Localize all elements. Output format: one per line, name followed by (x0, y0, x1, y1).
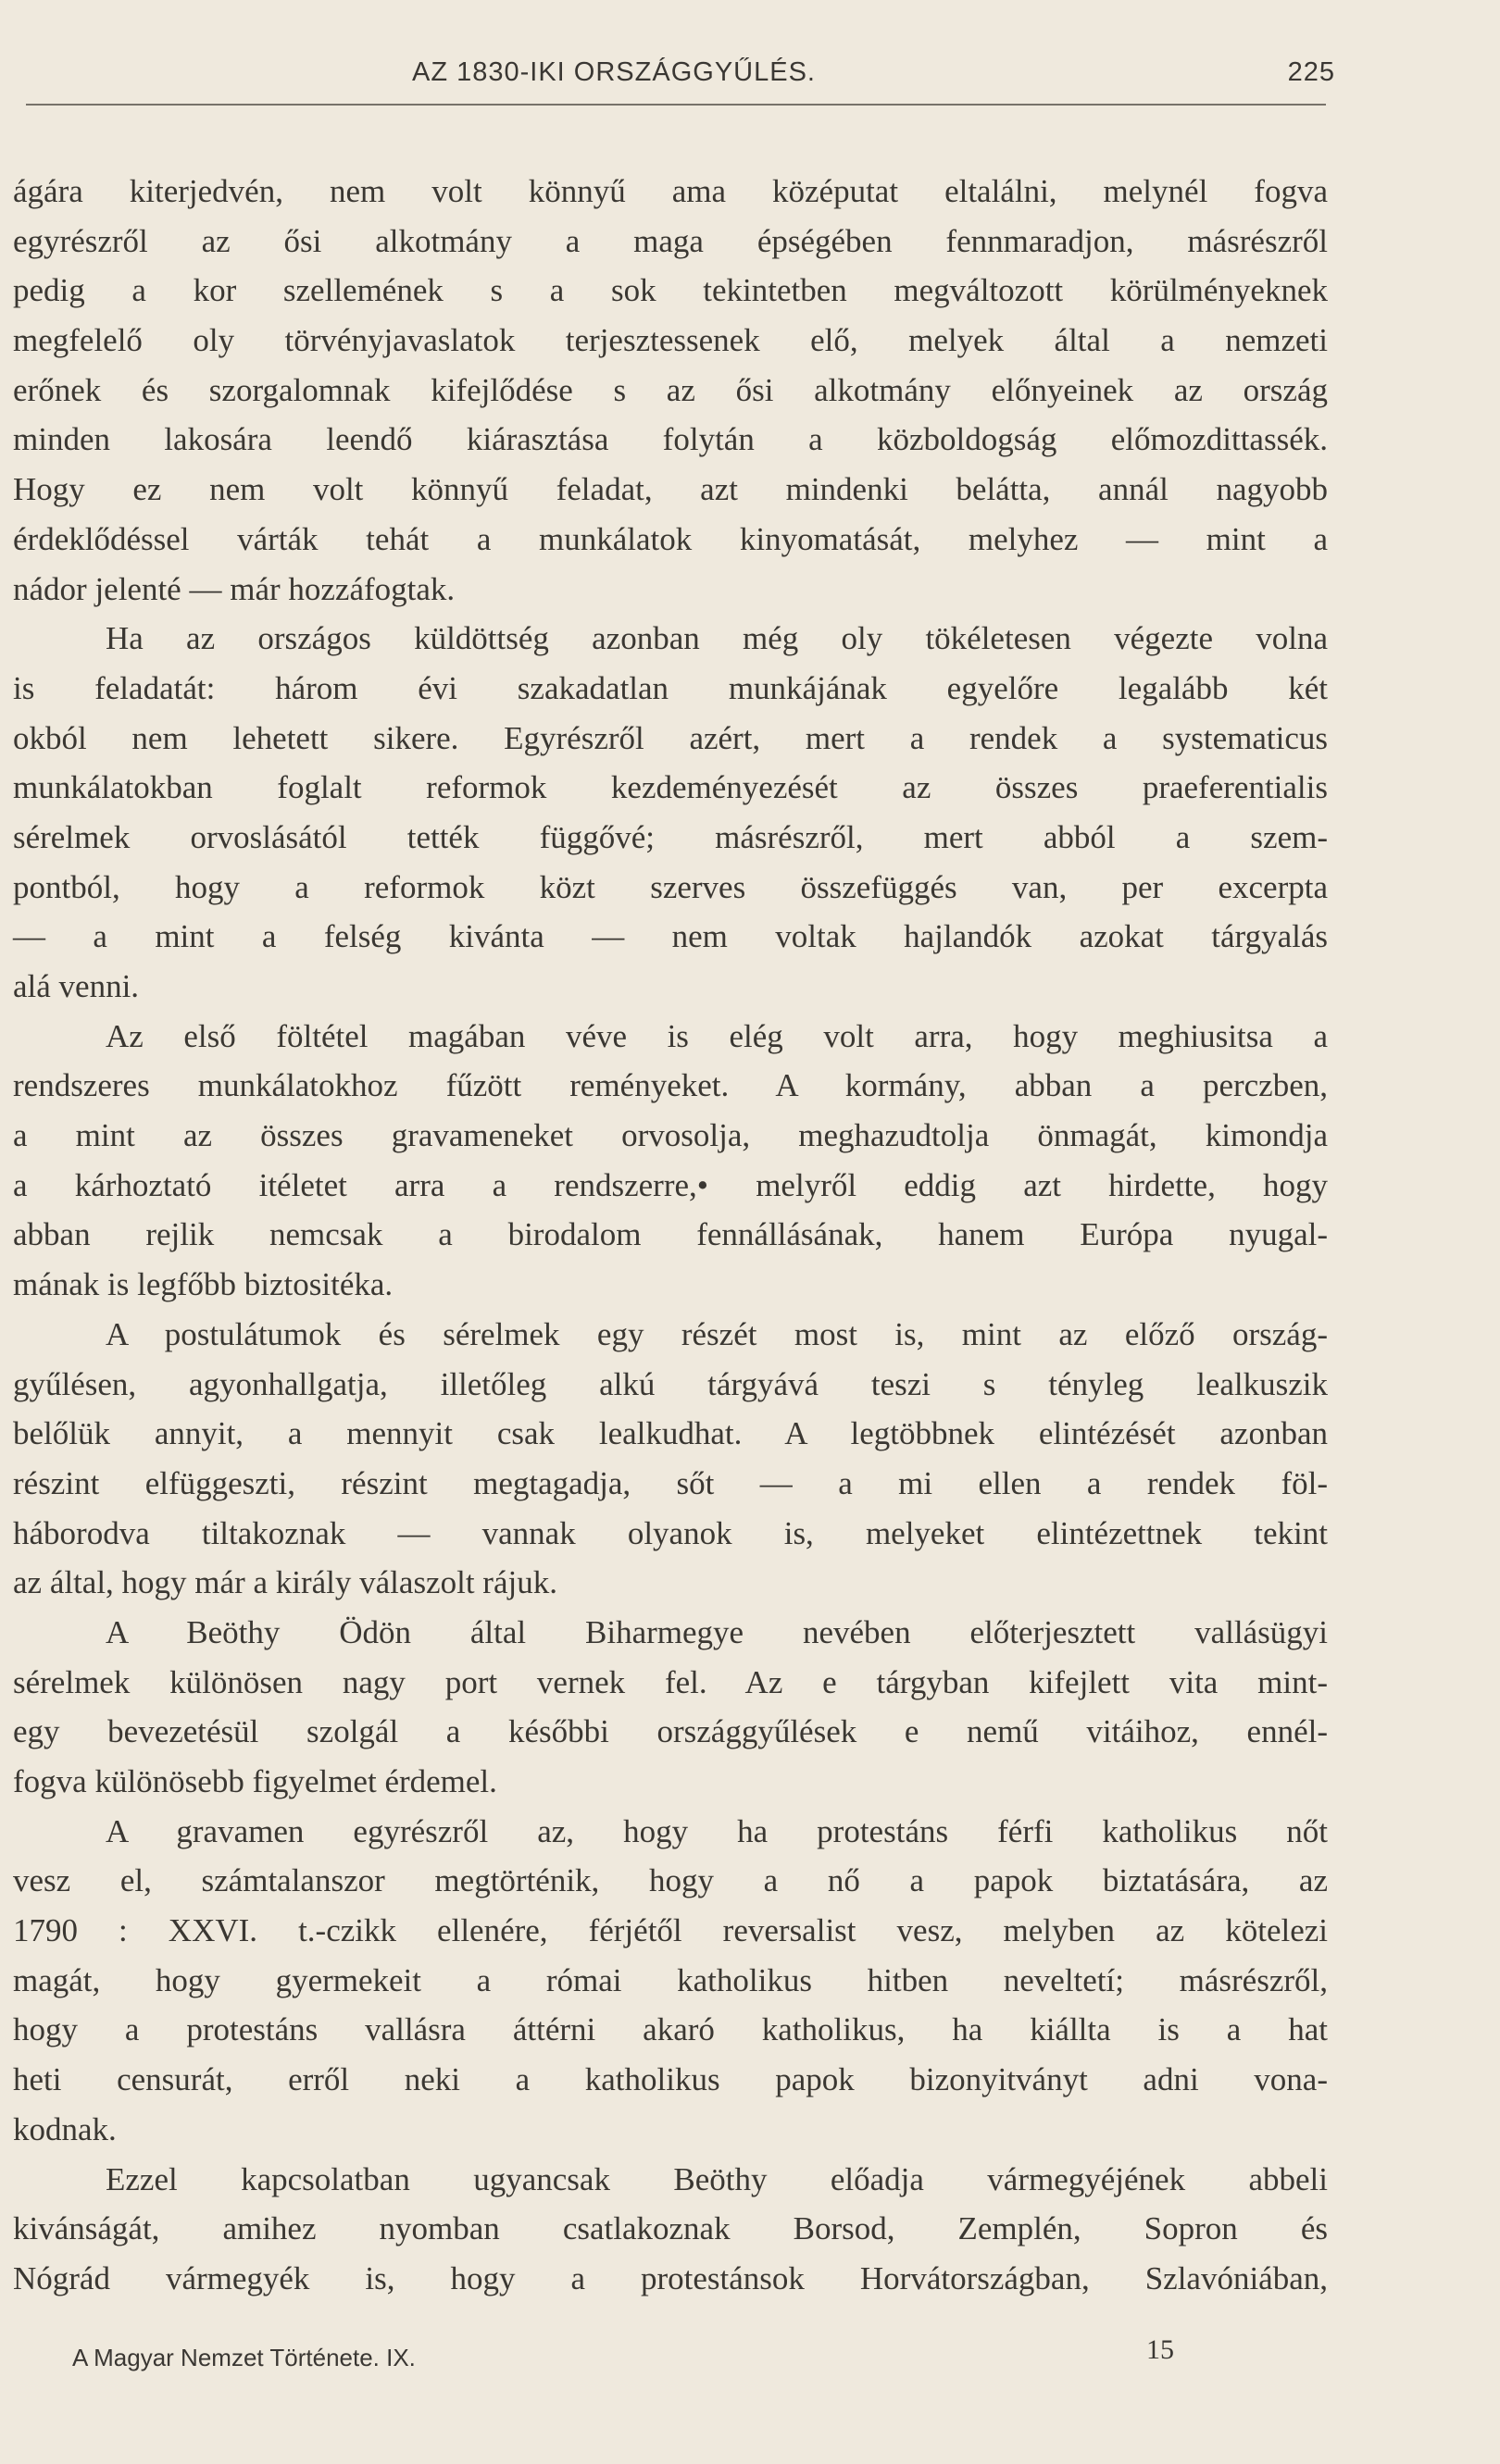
text-line: okból nem lehetett sikere. Egyrészről azért, mert a rendek a systematicus (13, 719, 1328, 756)
text-line: a mint az összes gravameneket orvosolja, meghazudtolja önmagát, kimondja (13, 1117, 1328, 1154)
text-line: Ezzel kapcsolatban ugyancsak Beöthy előadja vármegyéjének abbeli (106, 2160, 1328, 2197)
text-line: az által, hogy már a király válaszolt rájuk. (13, 1564, 557, 1601)
text-line: egyrészről az ősi alkotmány a maga épségében fennmaradjon, másrészről (13, 222, 1328, 259)
text-line: a kárhoztató itéletet arra a rendszerre,• melyről eddig azt hirdette, hogy (13, 1166, 1328, 1203)
text-line: minden lakosára leendő kiárasztása folytán a közboldogság előmozdittassék. (13, 421, 1328, 458)
text-line: részint elfüggeszti, részint megtagadja, sőt — a mi ellen a rendek föl- (13, 1464, 1328, 1501)
text-line: megfelelő oly törvényjavaslatok terjesztessenek elő, melyek által a nemzeti (13, 322, 1328, 359)
text-line: Ha az országos küldöttség azonban még oly tökéletesen végezte volna (106, 620, 1328, 657)
header-rule (26, 104, 1326, 106)
text-line: sérelmek különösen nagy port vernek fel. Az e tárgyban kifejlett vita mint- (13, 1663, 1328, 1700)
text-line: munkálatokban foglalt reformok kezdeményezését az összes praeferentialis (13, 769, 1328, 806)
text-line: A Beöthy Ödön által Biharmegye nevében előterjesztett vallásügyi (106, 1613, 1328, 1650)
body-text (13, 167, 1328, 2304)
text-line: 1790 : XXVI. t.-czikk ellenére, férjétől reversalist vesz, melyben az kötelezi (13, 1912, 1328, 1949)
text-line: rendszeres munkálatokhoz fűzött reményeket. A kormány, abban a perczben, (13, 1067, 1328, 1104)
text-line: pedig a kor szellemének s a sok tekintetben megváltozott körülményeknek (13, 272, 1328, 309)
text-line: nádor jelenté — már hozzáfogtak. (13, 570, 456, 607)
text-line: sérelmek orvoslásától tették függővé; másrészről, mert abból a szem- (13, 818, 1328, 855)
text-line: A postulátumok és sérelmek egy részét most is, mint az előző ország- (106, 1315, 1328, 1352)
text-line: abban rejlik nemcsak a birodalom fennállásának, hanem Európa nyugal- (13, 1216, 1328, 1253)
text-line: fogva különösebb figyelmet érdemel. (13, 1763, 497, 1799)
text-line: kodnak. (13, 2110, 117, 2147)
text-line: Nógrád vármegyék is, hogy a protestánsok Horvátországban, Szlavóniában, (13, 2259, 1328, 2296)
text-line: Hogy ez nem volt könnyű feladat, azt mindenki belátta, annál nagyobb (13, 471, 1328, 508)
signature-mark: 15 (1146, 2334, 1174, 2365)
text-line: ágára kiterjedvén, nem volt könnyű ama középutat eltalálni, melynél fogva (13, 173, 1328, 209)
text-line: hogy a protestáns vallásra áttérni akaró katholikus, ha kiállta is a hat (13, 2011, 1328, 2048)
text-line: vesz el, számtalanszor megtörténik, hogy a nő a papok biztatására, az (13, 1862, 1328, 1899)
text-line: háborodva tiltakoznak — vannak olyanok is, melyeket elintézettnek tekint (13, 1514, 1328, 1551)
text-line: kivánságát, amihez nyomban csatlakoznak Borsod, Zemplén, Sopron és (13, 2210, 1328, 2247)
text-line: gyűlésen, agyonhallgatja, illetőleg alkú tárgyává teszi s tényleg lealkuszik (13, 1365, 1328, 1402)
page-number: 225 (1287, 57, 1335, 87)
text-line: magát, hogy gyermekeit a római katholikus hitben neveltetí; másrészről, (13, 1961, 1328, 1998)
text-line: A gravamen egyrészről az, hogy ha protestáns férfi katholikus nőt (106, 1812, 1328, 1849)
text-line: érdeklődéssel várták tehát a munkálatok kinyomatását, melyhez — mint a (13, 520, 1328, 557)
text-line: belőlük annyit, a mennyit csak lealkudhat. A legtöbbnek elintézését azonban (13, 1415, 1328, 1452)
text-line: erőnek és szorgalomnak kifejlődése s az ősi alkotmány előnyeinek az ország (13, 371, 1328, 408)
text-line: heti censurát, erről neki a katholikus papok bizonyitványt adni vona- (13, 2061, 1328, 2098)
text-line: is feladatát: három évi szakadatlan munkájának egyelőre legalább két (13, 669, 1328, 706)
text-line: — a mint a felség kivánta — nem voltak hajlandók azokat tárgyalás (13, 918, 1328, 955)
footer-title: A Magyar Nemzet Története. IX. (72, 2344, 416, 2371)
text-line: mának is legfőbb biztositéka. (13, 1266, 394, 1303)
text-line: pontból, hogy a reformok közt szerves összefüggés van, per excerpta (13, 868, 1328, 905)
text-line: egy bevezetésül szolgál a későbbi országgyűlések e nemű vitáihoz, ennél- (13, 1713, 1328, 1750)
text-line: Az első föltétel magában véve is elég volt arra, hogy meghiusitsa a (106, 1017, 1328, 1054)
running-header (412, 57, 1335, 96)
header-title: AZ 1830-IKI ORSZÁGGYŰLÉS. (412, 57, 816, 87)
text-line: alá venni. (13, 968, 140, 1004)
